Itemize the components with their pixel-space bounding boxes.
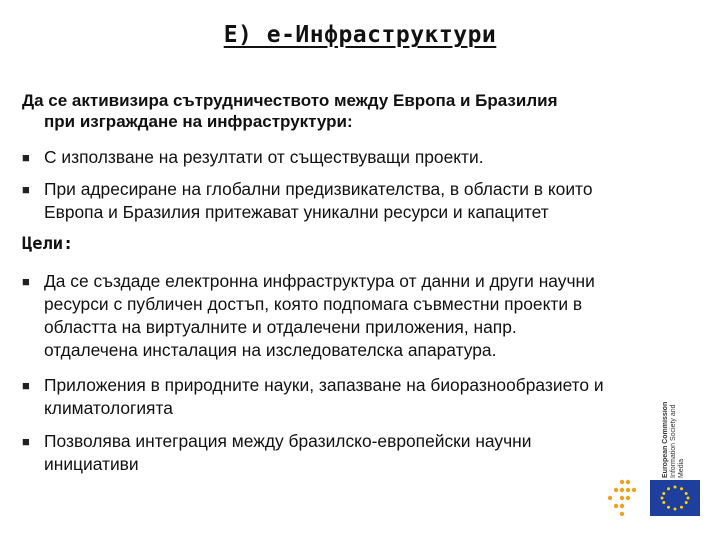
bullet-marker-icon: ■ (22, 182, 30, 197)
bullet-item (22, 270, 687, 362)
bullet-item (22, 146, 687, 169)
intro-line-2: при изграждане на инфраструктури: (44, 112, 353, 131)
bullet-line: Да се създаде електронна инфраструктура от данни и други научни (44, 271, 595, 291)
bullet-line: Позволява интеграция между бразилско-европейски научни (44, 431, 532, 451)
bullet-marker-icon: ■ (22, 378, 30, 393)
intro-paragraph (22, 90, 682, 132)
bullet-line: климатологията (44, 398, 173, 418)
bullet-line: Приложения в природните науки, запазване на биоразнообразието и (44, 375, 604, 395)
bullet-item (22, 374, 687, 420)
intro-line-1: Да се активизира сътрудничеството между Европа и Бразилия (22, 91, 558, 110)
bullet-line: ресурси с публичен достъп, която подпомага съвместни проекти в (44, 294, 583, 314)
bullet-marker-icon: ■ (22, 150, 30, 165)
bullet-marker-icon: ■ (22, 274, 30, 289)
eu-flag-icon (650, 480, 700, 516)
decorative-dots-icon (608, 480, 636, 516)
bullet-line: При адресиране на глобални предизвикателства, в области в които (44, 179, 593, 199)
goals-heading: Цели: (22, 234, 74, 254)
slide-title-text: E) e-Инфраструктури (223, 22, 497, 48)
ec-logo (600, 470, 710, 535)
ec-org-name: European Commission (662, 401, 669, 478)
slide-title (0, 22, 720, 48)
bullet-item (22, 430, 687, 476)
bullet-line: инициативи (44, 454, 139, 474)
bullet-item (22, 178, 687, 224)
ec-logo-text (662, 388, 698, 478)
bullet-line: отдалечена инсталация на изследователска апаратура. (44, 340, 497, 360)
bullet-line: С използване на резултати от съществуващи проекти. (44, 147, 484, 167)
bullet-marker-icon: ■ (22, 434, 30, 449)
ec-dept-name: Information Society and Media (670, 404, 685, 478)
bullet-line: областта на виртуалните и отдалечени приложения, напр. (44, 317, 517, 337)
bullet-line: Европа и Бразилия притежават уникални ресурси и капацитет (44, 202, 549, 222)
